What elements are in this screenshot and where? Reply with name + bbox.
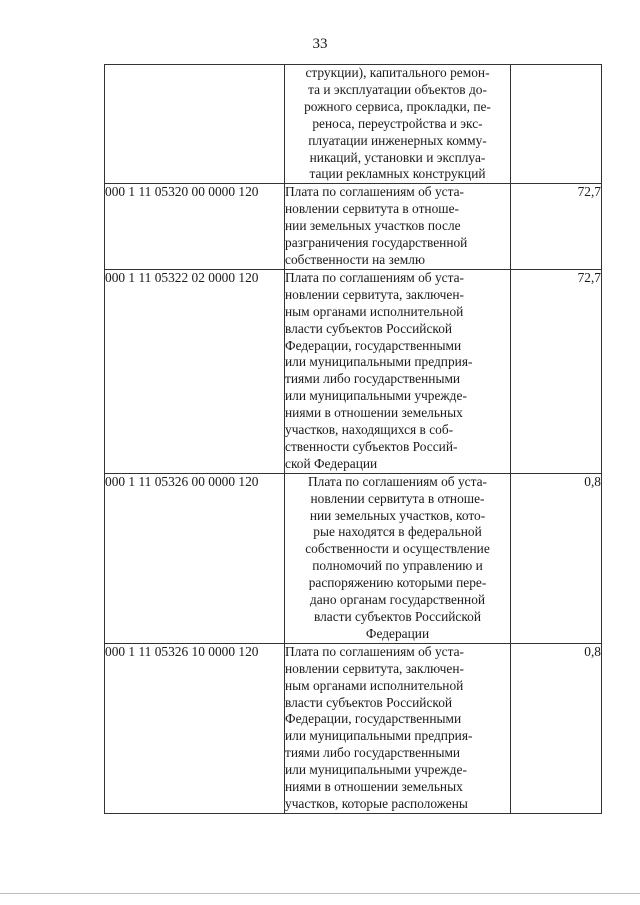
revenue-name-line: рожного сервиса, прокладки, пе-	[304, 98, 491, 114]
revenue-name-line: нии земельных участков, кото-	[309, 507, 486, 523]
amount-value: 72,7	[511, 269, 602, 473]
revenue-name-line: власти субъектов Российской	[285, 320, 453, 336]
revenue-name-line: тации рекламных конструкций	[309, 166, 486, 182]
revenue-name-line: разграничения государственной	[285, 235, 468, 251]
revenue-name-line: ным органами исполнительной	[285, 303, 464, 319]
revenue-name-line: власти субъектов Российской	[285, 694, 453, 710]
revenue-name-line: Плата по соглашениям об уста-	[307, 473, 488, 489]
revenue-name-line: или муниципальными предприя-	[285, 728, 473, 744]
table-row	[105, 184, 602, 270]
revenue-name-line: ской Федерации	[285, 455, 378, 471]
revenue-name-line: плуатации инженерных комму-	[308, 132, 487, 148]
amount-value: 0,8	[511, 643, 602, 813]
revenue-name-line: тиями либо государственными	[285, 745, 461, 761]
revenue-name	[285, 643, 511, 813]
revenue-name-line: ным органами исполнительной	[285, 677, 464, 693]
revenue-name-line: или муниципальными учрежде-	[285, 762, 467, 778]
bottom-rule	[0, 893, 640, 894]
revenue-name-line: новлении сервитута, заключен-	[285, 286, 464, 302]
revenue-name-line: власти субъектов Российской	[313, 609, 482, 624]
revenue-name	[285, 473, 511, 643]
revenue-name-line: собственности на землю	[285, 251, 425, 267]
revenue-name-line: нии земельных участков после	[285, 218, 461, 234]
classification-code: 000 1 11 05326 00 0000 120	[105, 473, 285, 643]
amount-value	[511, 65, 602, 184]
revenue-name-line: Плата по соглашениям об уста-	[285, 184, 465, 200]
revenue-name	[285, 65, 511, 184]
revenue-name-line: Плата по соглашениям об уста-	[285, 269, 465, 285]
revenue-name-line: та и эксплуатации объектов до-	[308, 81, 487, 97]
revenue-name-line: ниями в отношении земельных	[285, 779, 463, 795]
revenue-name-line: новлении сервитута в отноше-	[310, 490, 485, 506]
classification-code: 000 1 11 05322 02 0000 120	[105, 269, 285, 473]
table-row	[105, 643, 602, 813]
classification-code: 000 1 11 05320 00 0000 120	[105, 184, 285, 270]
amount-value: 0,8	[511, 473, 602, 643]
classification-code: 000 1 11 05326 10 0000 120	[105, 643, 285, 813]
revenue-name-line: участков, которые расположены	[285, 795, 468, 811]
table-row	[105, 65, 602, 184]
revenue-name-line: новлении сервитута, заключен-	[285, 660, 464, 676]
amount-value: 72,7	[511, 184, 602, 270]
revenue-name-line: реноса, переустройства и экс-	[312, 115, 483, 131]
table-row	[105, 269, 602, 473]
revenue-name-line: распоряжению которыми пере-	[308, 575, 487, 591]
revenue-name-line: никаций, установки и эксплуа-	[309, 149, 486, 165]
revenue-name	[285, 269, 511, 473]
revenue-name-line: дано органам государственной	[309, 592, 486, 608]
classification-code	[105, 65, 285, 184]
table-row	[105, 473, 602, 643]
revenue-name-line: тиями либо государственными	[285, 371, 461, 387]
revenue-name-line: ниями в отношении земельных	[285, 405, 463, 421]
revenue-name-line: Федерации, государственными	[285, 337, 462, 353]
page-number: 33	[312, 36, 328, 52]
revenue-name-line: Федерации, государственными	[285, 711, 462, 727]
table-body	[105, 65, 602, 814]
revenue-name-line: Плата по соглашениям об уста-	[285, 643, 465, 659]
revenue-name-line: струкции), капитального ремон-	[305, 65, 490, 80]
revenue-name-line: Федерации	[365, 625, 430, 641]
revenue-name-line: или муниципальными учрежде-	[285, 388, 467, 404]
revenue-name-line: участков, находящихся в соб-	[285, 422, 454, 438]
revenue-name-line: полномочий по управлению и	[312, 558, 483, 574]
revenue-name	[285, 184, 511, 270]
revenue-name-line: рые находятся в федеральной	[313, 524, 482, 540]
revenue-name-line: ственности субъектов Россий-	[285, 438, 458, 454]
revenue-name-line: новлении сервитута в отноше-	[285, 201, 460, 217]
revenue-name-line: собственности и осуществление	[305, 541, 490, 557]
revenue-name-line: или муниципальными предприя-	[285, 354, 473, 370]
budget-table	[104, 64, 602, 814]
